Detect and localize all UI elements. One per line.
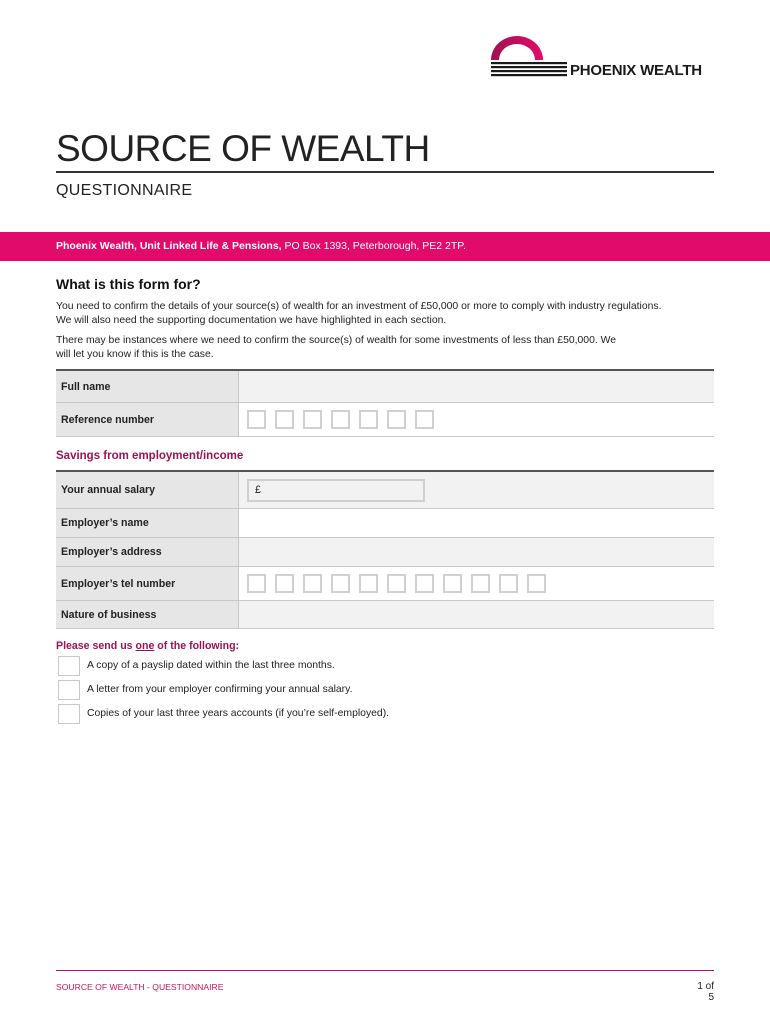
payslip-checkbox[interactable] xyxy=(58,656,80,676)
employer-tel-field xyxy=(238,567,714,600)
reference-number-label: Reference number xyxy=(56,403,238,436)
banner-address: PO Box 1393, Peterborough, PE2 2TP. xyxy=(284,240,466,252)
tel-digit-box[interactable] xyxy=(443,574,462,593)
tel-digit-box[interactable] xyxy=(387,574,406,593)
document-title: SOURCE OF WEALTH xyxy=(56,128,430,169)
footer-divider xyxy=(56,970,714,971)
annual-salary-label: Your annual salary xyxy=(56,472,238,508)
accounts-checkbox[interactable] xyxy=(58,704,80,724)
tel-digit-box[interactable] xyxy=(303,574,322,593)
documents-prompt: Please send us one of the following: xyxy=(56,640,240,652)
nature-of-business-label: Nature of business xyxy=(56,601,238,628)
reference-digit-box[interactable] xyxy=(247,410,266,429)
payslip-option-label: A copy of a payslip dated within the last three months. xyxy=(87,660,335,671)
tel-digit-box[interactable] xyxy=(527,574,546,593)
full-name-field[interactable] xyxy=(238,371,714,402)
employer-address-field[interactable] xyxy=(238,538,714,566)
full-name-row xyxy=(56,371,714,403)
personal-details-table xyxy=(56,369,714,437)
tel-digit-box[interactable] xyxy=(359,574,378,593)
tel-digit-box[interactable] xyxy=(415,574,434,593)
intro-heading: What is this form for? xyxy=(56,276,201,292)
reference-digit-box[interactable] xyxy=(387,410,406,429)
employer-letter-checkbox[interactable] xyxy=(58,680,80,700)
employer-tel-row xyxy=(56,567,714,601)
nature-of-business-row xyxy=(56,601,714,629)
nature-of-business-field[interactable] xyxy=(238,601,714,628)
brand-name: PHOENIX WEALTH xyxy=(570,62,702,79)
tel-digit-box[interactable] xyxy=(331,574,350,593)
intro-paragraph-2: There may be instances where we need to confirm the source(s) of wealth for some investments of less than £50,000. We will let you know if this is the case. xyxy=(56,335,617,360)
tel-digit-box[interactable] xyxy=(471,574,490,593)
tel-digit-box[interactable] xyxy=(247,574,266,593)
reference-digit-box[interactable] xyxy=(303,410,322,429)
currency-symbol: £ xyxy=(255,484,261,496)
employment-table xyxy=(56,470,714,629)
employment-section-title: Savings from employment/income xyxy=(56,450,244,462)
reference-number-row xyxy=(56,403,714,437)
title-divider xyxy=(56,171,714,173)
employer-name-field[interactable] xyxy=(238,509,714,537)
banner-company: Phoenix Wealth, Unit Linked Life & Pensions, xyxy=(56,240,282,252)
reference-digit-box[interactable] xyxy=(275,410,294,429)
employer-tel-label: Employer’s tel number xyxy=(56,567,238,600)
employer-name-label: Employer’s name xyxy=(56,509,238,537)
reference-number-field xyxy=(238,403,714,436)
employer-letter-option-label: A letter from your employer confirming your annual salary. xyxy=(87,684,353,695)
accounts-option-label: Copies of your last three years accounts (if you’re self-employed). xyxy=(87,708,390,719)
employer-address-row xyxy=(56,538,714,567)
document-subtitle: QUESTIONNAIRE xyxy=(56,182,193,199)
employer-address-label: Employer’s address xyxy=(56,538,238,566)
full-name-label: Full name xyxy=(56,371,238,402)
phoenix-wing-icon xyxy=(490,36,570,80)
reference-digit-box[interactable] xyxy=(359,410,378,429)
page-number: 1 of 5 xyxy=(697,981,714,1003)
address-banner xyxy=(0,232,770,261)
tel-digit-box[interactable] xyxy=(499,574,518,593)
phoenix-wealth-logo xyxy=(490,36,720,80)
reference-digit-box[interactable] xyxy=(331,410,350,429)
intro-paragraph-1: You need to confirm the details of your source(s) of wealth for an investment of £50,000 or more to comply with industry regulations. We will also need the supporting documentation we have highlighted in each section. xyxy=(56,301,662,326)
annual-salary-input[interactable] xyxy=(247,479,425,502)
tel-digit-box[interactable] xyxy=(275,574,294,593)
reference-digit-box[interactable] xyxy=(415,410,434,429)
footer-document-name: SOURCE OF WEALTH - QUESTIONNAIRE xyxy=(56,982,224,992)
annual-salary-row xyxy=(56,472,714,509)
employer-name-row xyxy=(56,509,714,538)
